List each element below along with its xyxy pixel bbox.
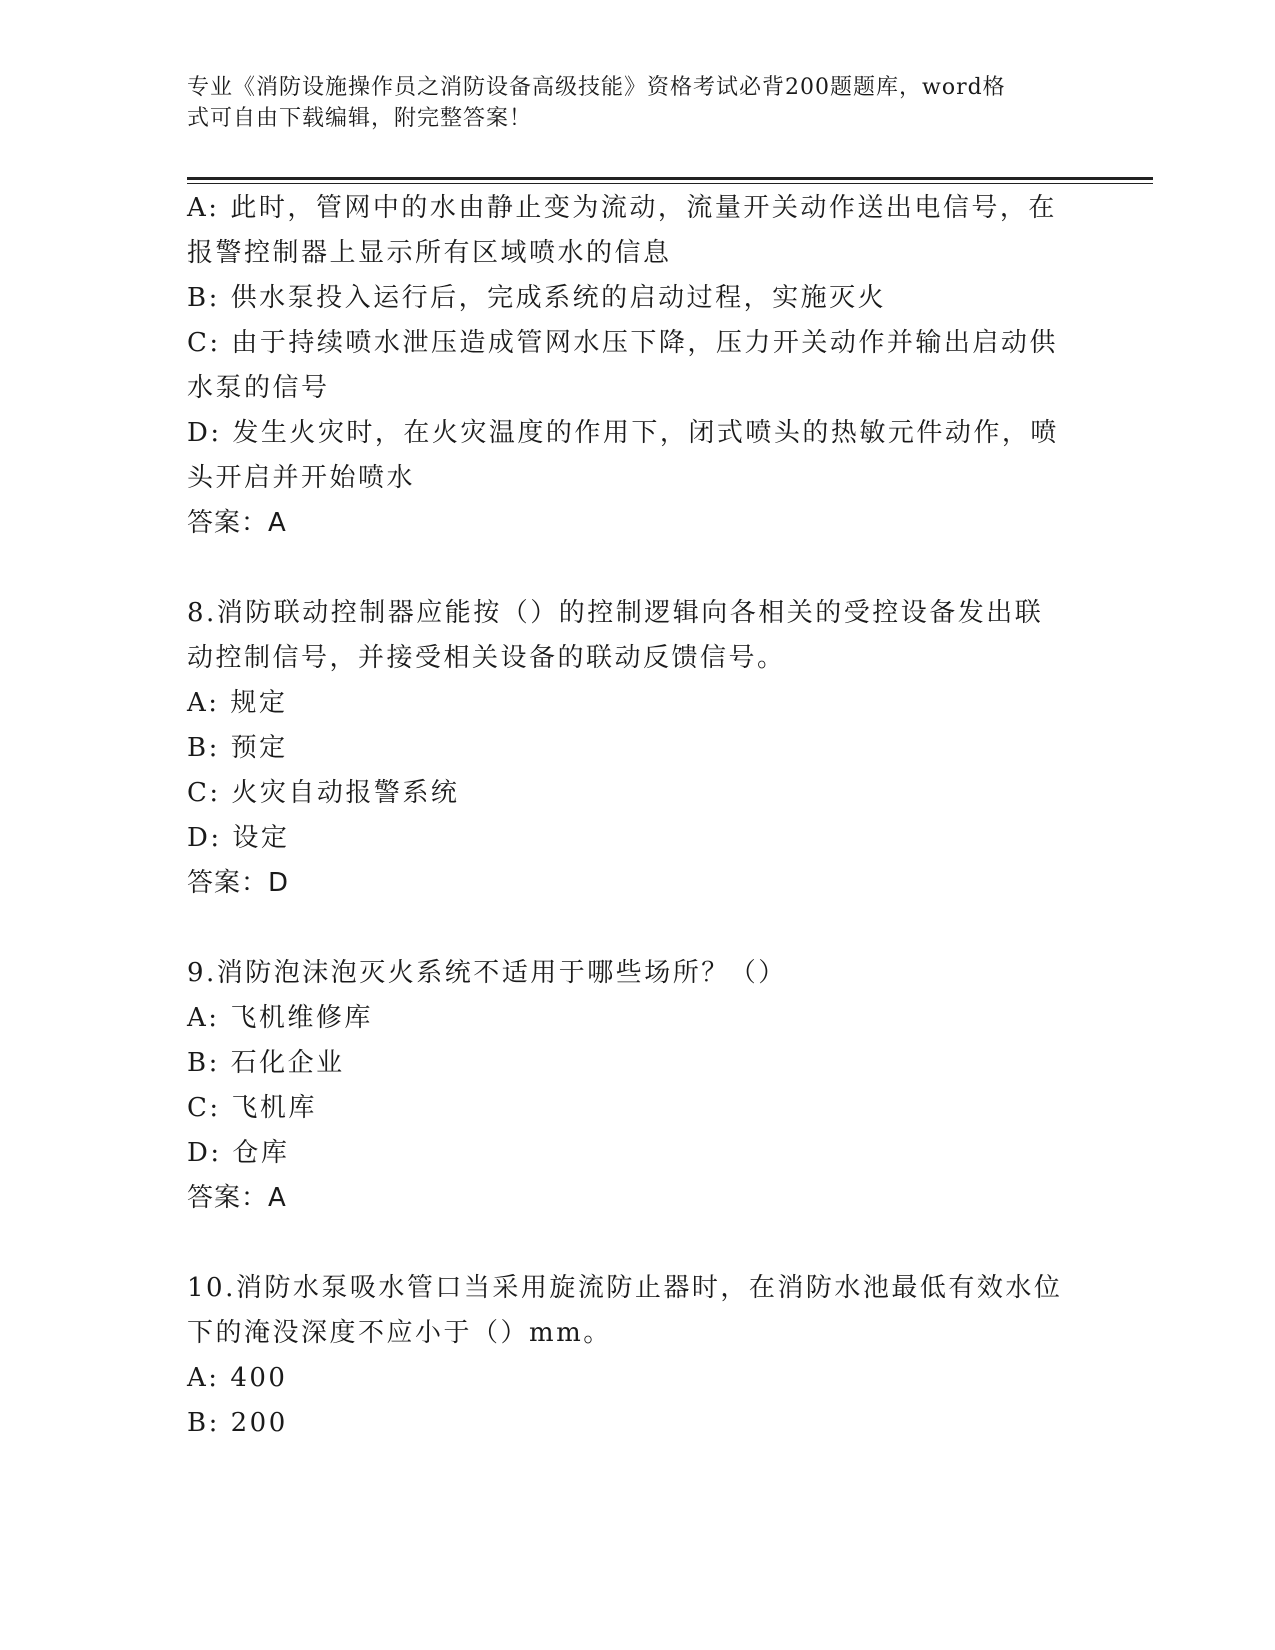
document-header	[187, 72, 1067, 134]
option-text: 400	[230, 1363, 288, 1393]
answer: 答案：A	[187, 1183, 287, 1213]
option-a	[187, 681, 1077, 726]
option-text: 此时，管网中的水由静止变为流动，流量开关动作送出电信号，在	[230, 193, 1057, 223]
answer: 答案：A	[187, 508, 287, 538]
header-rule-thick	[187, 177, 1153, 180]
question-8	[187, 591, 1077, 906]
question-stem-cont: 下的淹没深度不应小于（）mm。	[187, 1318, 612, 1348]
header-rule-thin	[187, 183, 1153, 184]
option-label: C:	[187, 328, 221, 358]
option-text: 石化企业	[230, 1048, 345, 1078]
option-a-cont: 报警控制器上显示所有区域喷水的信息	[187, 238, 672, 268]
option-text: 火灾自动报警系统	[231, 778, 460, 808]
option-text: 设定	[232, 823, 290, 853]
option-d-cont: 头开启并开始喷水	[187, 463, 416, 493]
question-stem-cont: 动控制信号，并接受相关设备的联动反馈信号。	[187, 643, 786, 673]
option-label: A:	[187, 193, 220, 223]
option-text: 由于持续喷水泄压造成管网水压下降，压力开关动作并输出启动供	[231, 328, 1058, 358]
question-content	[187, 186, 1077, 1446]
question-stem: 10.消防水泵吸水管口当采用旋流防止器时，在消防水池最低有效水位	[187, 1273, 1063, 1303]
option-b	[187, 1041, 1077, 1086]
option-text: 飞机维修库	[230, 1003, 373, 1033]
spacer	[187, 546, 1077, 591]
question-stem: 9.消防泡沫泡灭火系统不适用于哪些场所？（）	[187, 958, 787, 988]
question-10	[187, 1266, 1077, 1446]
spacer	[187, 906, 1077, 951]
option-label: A:	[187, 688, 220, 718]
option-b	[187, 276, 1077, 321]
option-label: D:	[187, 1138, 222, 1168]
option-a	[187, 1356, 1077, 1401]
option-label: B:	[187, 1048, 220, 1078]
option-d	[187, 816, 1077, 861]
option-text: 仓库	[232, 1138, 290, 1168]
option-label: A:	[187, 1363, 220, 1393]
answer: 答案：D	[187, 868, 290, 898]
option-label: A:	[187, 1003, 220, 1033]
spacer	[187, 1221, 1077, 1266]
option-text: 发生火灾时，在火灾温度的作用下，闭式喷头的热敏元件动作，喷	[232, 418, 1059, 448]
option-label: D:	[187, 418, 222, 448]
option-label: B:	[187, 283, 220, 313]
question-stem: 8.消防联动控制器应能按（）的控制逻辑向各相关的受控设备发出联	[187, 598, 1044, 628]
option-a	[187, 996, 1077, 1041]
option-label: C:	[187, 778, 221, 808]
option-label: D:	[187, 823, 222, 853]
option-text: 规定	[230, 688, 288, 718]
option-d	[187, 411, 1077, 456]
option-c-cont: 水泵的信号	[187, 373, 330, 403]
header-line-2: 式可自由下载编辑，附完整答案！	[187, 106, 533, 131]
option-c	[187, 771, 1077, 816]
option-text: 200	[230, 1408, 288, 1438]
option-text: 飞机库	[231, 1093, 317, 1123]
question-9	[187, 951, 1077, 1221]
option-b	[187, 1401, 1077, 1446]
option-c	[187, 1086, 1077, 1131]
option-text: 供水泵投入运行后，完成系统的启动过程，实施灭火	[230, 283, 887, 313]
prev-question	[187, 186, 1077, 546]
option-text: 预定	[230, 733, 288, 763]
option-d	[187, 1131, 1077, 1176]
option-b	[187, 726, 1077, 771]
header-line-1: 专业《消防设施操作员之消防设备高级技能》资格考试必背200题题库，word格	[187, 75, 1006, 100]
option-label: B:	[187, 1408, 220, 1438]
option-label: C:	[187, 1093, 221, 1123]
option-a	[187, 186, 1077, 231]
option-label: B:	[187, 733, 220, 763]
option-c	[187, 321, 1077, 366]
